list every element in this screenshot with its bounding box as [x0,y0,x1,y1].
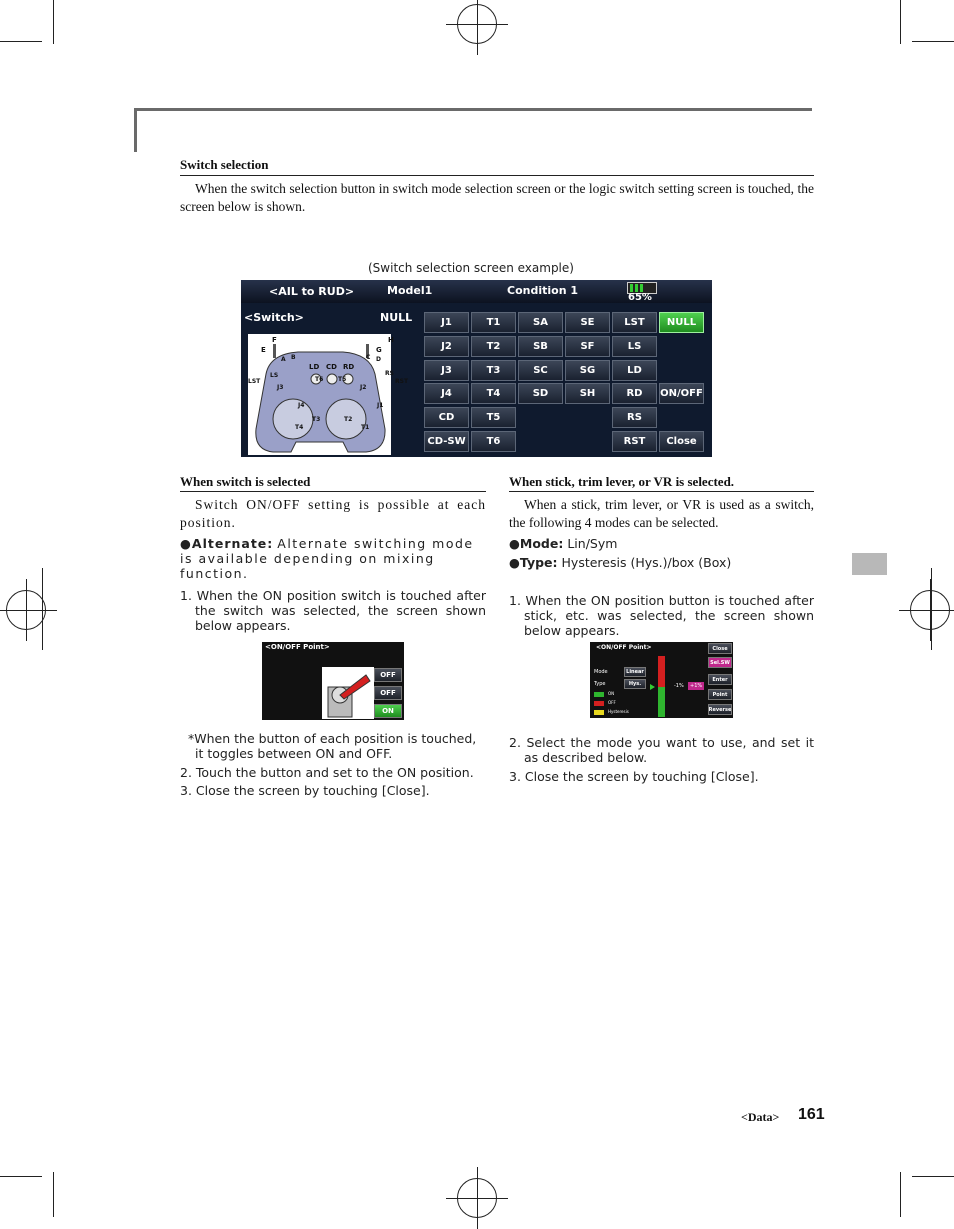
legend-off: OFF [608,700,616,705]
alternate-note [180,536,486,581]
switch-button-on-off[interactable]: ON/OFF [659,383,704,404]
switch-lever-icon [322,667,374,719]
battery-percent: 65% [628,292,652,303]
switch-button-null[interactable]: NULL [659,312,704,333]
tx-label-e: E [261,346,266,354]
switch-button-sb[interactable]: SB [518,336,563,357]
transmitter-icon [248,334,391,455]
null-label: NULL [380,311,413,324]
position-button-3[interactable]: ON [374,704,402,718]
type-line [509,555,731,570]
tx-label-c: C [366,354,371,361]
switch-button-cd-sw[interactable]: CD-SW [424,431,469,452]
tx-label-j2: J2 [360,384,367,391]
value-right[interactable]: +1% [690,683,703,689]
tx-label-rst: RST [395,378,409,385]
switch-button-close[interactable]: Close [659,431,704,452]
section-heading: Switch selection [180,157,269,172]
tx-label-t6: T6 [315,376,324,383]
crop-mark [931,568,932,650]
tx-label-f: F [272,336,277,344]
crop-mark [900,1172,901,1217]
value-left: -1% [674,683,684,689]
switch-label: <Switch> [244,311,304,324]
left-note: *When the button of each position is touched, it toggles between ON and OFF. [188,731,477,761]
switch-button-j4[interactable]: J4 [424,383,469,404]
reverse-button[interactable]: Reverse [708,704,732,715]
registration-mark [910,590,950,630]
registration-mark [457,1178,497,1218]
tx-label-ld: LD [309,363,320,371]
switch-button-t5[interactable]: T5 [471,407,516,428]
right-heading: When stick, trim lever, or VR is selected. [509,474,735,489]
registration-mark [457,4,497,44]
mode-field-label: Mode [594,669,608,675]
alternate-text: Alternate switching mode is available depending on mixing function. [180,536,474,581]
tx-label-ls: LS [270,372,279,379]
page-number: 161 [798,1106,825,1123]
switch-button-sa[interactable]: SA [518,312,563,333]
tx-label-cd: CD [326,363,337,371]
tx-label-a: A [281,356,286,363]
switch-button-rd[interactable]: RD [612,383,657,404]
legend-on-swatch [594,692,604,697]
crop-mark [53,0,54,44]
position-button-1[interactable]: OFF [374,668,402,682]
right-step-3: 3. Close the screen by touching [Close]. [509,769,759,784]
tx-label-rd: RD [343,363,355,371]
crop-mark [912,1176,954,1177]
mode-text: Lin/Sym [567,536,618,551]
tx-label-b: B [291,354,296,361]
crop-mark [0,1176,42,1177]
legend-off-swatch [594,701,604,706]
small-screen-title: <ON/OFF Point> [265,643,330,651]
tx-label-lst: LST [248,378,261,385]
onoff-point-screen-switch [262,642,404,720]
section-rule [180,175,814,176]
left-step-2: 2. Touch the button and set to the ON position. [180,765,474,780]
legend-hys: Hysteresis [608,709,629,714]
switch-illustration [322,667,374,719]
crop-mark [42,568,43,650]
switch-selection-screen [241,280,712,457]
right-rule [509,491,814,492]
screen-title: <AIL to RUD> [269,285,355,298]
switch-button-t6[interactable]: T6 [471,431,516,452]
type-field-label: Type [594,681,606,687]
tx-label-rs: RS [385,370,394,377]
tx-label-t3: T3 [312,416,321,423]
model-name: Model1 [387,284,433,297]
left-para: Switch ON/OFF setting is possible at each position. [180,497,486,530]
alternate-label: ●Alternate: [180,536,274,551]
switch-button-j3[interactable]: J3 [424,360,469,381]
mode-label: ●Mode: [509,536,564,551]
switch-button-ls[interactable]: LS [612,336,657,357]
marker-arrow [650,684,655,690]
tx-label-t4: T4 [295,424,304,431]
footer-section: <Data> [741,1110,780,1124]
off-range-bar [658,656,665,687]
small-screen-title: <ON/OFF Point> [596,644,652,651]
tx-label-d: D [376,356,381,363]
figure-caption: (Switch selection screen example) [368,261,574,275]
switch-button-rst[interactable]: RST [612,431,657,452]
onoff-point-screen-stick [590,642,733,718]
right-step-1: 1. When the ON position button is touched after stick, etc. was selected, the screen shown below appears. [509,593,814,638]
legend-on: ON [608,691,615,696]
switch-button-sg[interactable]: SG [565,360,610,381]
left-step-3: 3. Close the screen by touching [Close]. [180,783,430,798]
switch-button-t1[interactable]: T1 [471,312,516,333]
position-button-2[interactable]: OFF [374,686,402,700]
legend-hys-swatch [594,710,604,715]
switch-button-se[interactable]: SE [565,312,610,333]
left-step-1: 1. When the ON position switch is touched after the switch was selected, the screen shown below appears. [180,588,486,633]
tx-label-t2: T2 [344,416,353,423]
switch-button-sc[interactable]: SC [518,360,563,381]
tx-label-j3: J3 [277,384,284,391]
switch-button-t3[interactable]: T3 [471,360,516,381]
crop-mark [53,1172,54,1217]
switch-button-ld[interactable]: LD [612,360,657,381]
side-tab [852,553,887,575]
linear-button[interactable]: Linear [624,667,646,677]
crop-mark [0,41,42,42]
switch-button-t4[interactable]: T4 [471,383,516,404]
switch-button-lst[interactable]: LST [612,312,657,333]
type-text: Hysteresis (Hys.)/box (Box) [561,555,732,570]
tx-label-t5: T5 [338,376,347,383]
switch-button-j2[interactable]: J2 [424,336,469,357]
switch-button-sf[interactable]: SF [565,336,610,357]
left-heading: When switch is selected [180,474,311,489]
close-button[interactable]: Close [708,643,732,654]
tx-label-t1: T1 [361,424,370,431]
mode-line [509,536,617,551]
tx-label-j1: J1 [377,402,384,409]
type-label: ●Type: [509,555,558,570]
enter-button[interactable]: Enter [708,674,732,685]
header-bar [134,108,812,111]
crop-mark [900,0,901,44]
left-rule [180,491,486,492]
section-intro: When the switch selection button in switch mode selection screen or the logic switch setting screen is touched, the screen below is shown. [180,181,814,214]
tx-label-j4: J4 [298,402,305,409]
switch-button-rs[interactable]: RS [612,407,657,428]
tx-label-g: G [376,346,382,354]
hys-button[interactable]: Hys. [624,679,646,689]
transmitter-diagram [248,334,409,455]
right-step-2: 2. Select the mode you want to use, and set it as described below. [509,735,814,765]
tx-label-h: H [388,336,394,344]
right-para: When a stick, trim lever, or VR is used as a switch, the following 4 modes can be selected. [509,497,814,530]
switch-button-j1[interactable]: J1 [424,312,469,333]
sel-sw-button[interactable]: Sel.SW [708,657,732,668]
switch-button-sh[interactable]: SH [565,383,610,404]
condition-name: Condition 1 [507,284,579,297]
switch-button-cd[interactable]: CD [424,407,469,428]
header-bar-left [134,108,137,152]
switch-button-t2[interactable]: T2 [471,336,516,357]
registration-mark [6,590,46,630]
on-range-bar [658,687,665,717]
crop-mark [912,41,954,42]
switch-button-sd[interactable]: SD [518,383,563,404]
point-button[interactable]: Point [708,689,732,700]
